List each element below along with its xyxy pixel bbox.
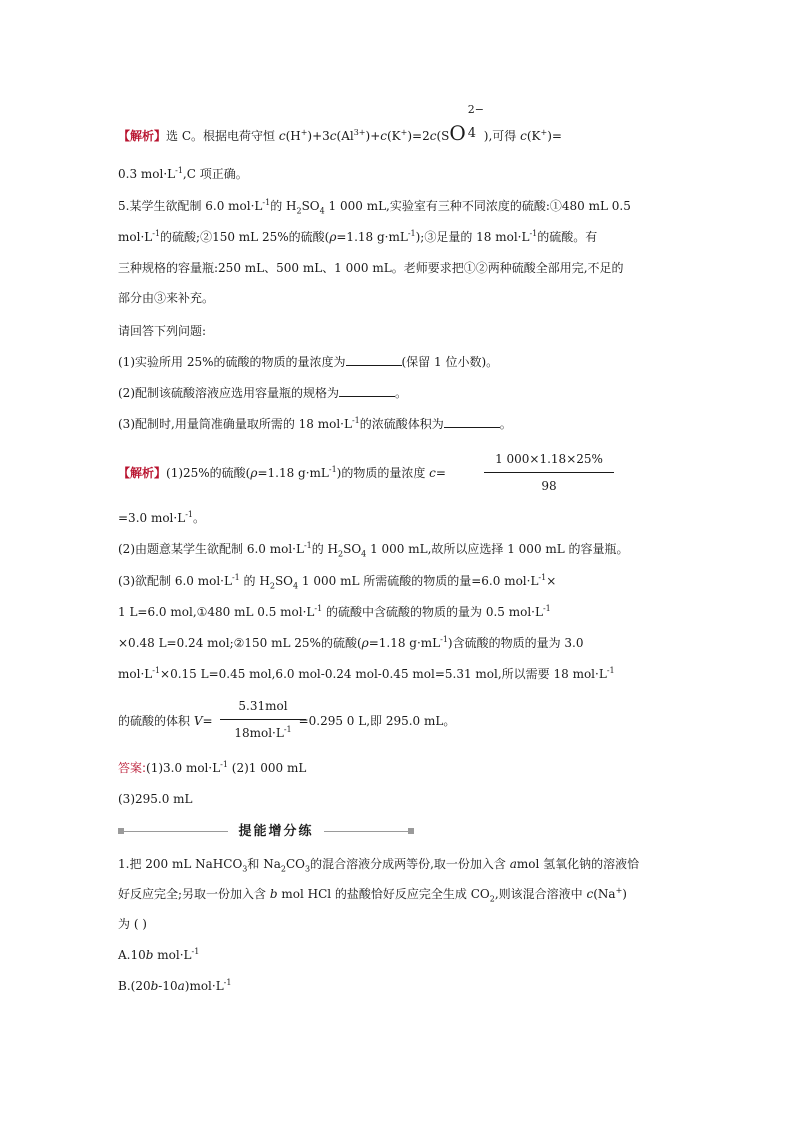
q5-prompt: 请回答下列问题: [118,324,207,338]
q1-line-2: 好反应完全;另取一份加入含 b mol HCl 的盐酸恰好反应完全生成 $CO_2$,则该混合溶液中 c(Na+) [118,886,627,904]
section-title: 提能增分练 [228,820,324,839]
answer-blank-2[interactable] [339,386,395,397]
analysis2-line-1: 【解析】(1)25%的硫酸(ρ=1.18 $g\cdot mL^{-1}$)的物质的量浓度 c= [118,465,446,480]
analysis-line-1: 【解析】选 C。根据电荷守恒 $c(H^+)+3c(Al^{3+})+c(K^+)=2c(SO$ 2− 4 ),可得 c(K+)= [118,103,562,145]
answer-blank-1[interactable] [346,355,402,366]
q1-option-b[interactable]: $B.(20b-10a)mol\cdot L^{-1}$ [118,978,232,993]
analysis-tag-2: 【解析】 [118,466,167,480]
divider-dot-left [118,828,124,834]
analysis2-line-7: $mol\cdot L^{-1}\times 0.15$ L=0.45 mol,6.0 mol-0.24 mol-0.45 mol=5.31 mol,所以需要 18 $mol\cdot L^{-1}$ [118,666,615,681]
q5-line-3: 三种规格的容量瓶:250 mL、500 mL、1 000 mL。老师要求把①②两种硫酸全部用完,不足的 [118,261,624,275]
analysis2-line-6: ×0.48 L=0.24 mol;②150 mL 25%的硫酸(ρ=1.18 $g\cdot mL^{-1}$)含硫酸的物质的量为 3.0 [118,635,584,650]
q5-sub-3: (3)配制时,用量筒准确量取所需的 18 $mol\cdot L^{-1}$的浓硫酸体积为 。 [118,416,512,431]
analysis2-line-5: 1 L=6.0 mol,①480 mL 0.5 $mol\cdot L^{-1}$ 的硫酸中含硫酸的物质的量为 0.5 $mol\cdot L^{-1}$ [118,604,551,619]
q1-line-3: 为 ( ) [118,917,147,931]
analysis2-line-2: =3.0 $mol\cdot L^{-1}$。 [118,510,205,525]
answer-line-1: 答案:(1)3.0 $mol\cdot L^{-1}$ (2)1 000 mL [118,760,307,775]
q5-sub-2: (2)配制该硫酸溶液应选用容量瓶的规格为 。 [118,386,408,400]
q5-line-2: $mol\cdot L^{-1}$的硫酸;②150 mL 25%的硫酸(ρ=1.18 $g\cdot mL^{-1});③$足量的 18 $mol\cdot L^{-1}$的硫酸。有 [118,229,598,244]
analysis2-line-8: 的硫酸的体积 V= =0.295 0 L,即 295.0 mL。 [118,714,456,728]
q5-sub-1: (1)实验所用 25%的硫酸的物质的量浓度为 (保留 1 位小数)。 [118,355,499,369]
analysis-tag: 【解析】 [118,129,167,143]
analysis-line-2: 0.3 $mol\cdot L^{-1},C$ 项正确。 [118,166,248,181]
divider-dot-right [408,828,414,834]
q5-line-4: 部分由③来补充。 [118,291,215,305]
q5-line-1: 5.某学生欲配制 6.0 $mol\cdot L^{-1}$的 $H_2SO_4$ 1 000 mL,实验室有三种不同浓度的硫酸:①480 mL 0.5 [118,198,631,216]
fraction-volume: 5.31mol $18mol\cdot L^{-1}$ [220,699,306,740]
q1-line-1: 1.把 200 mL NaHCO$_3$和 $Na_2CO_3$的混合溶液分成两等份,取一份加入含 amol 氢氧化钠的溶液恰 [118,857,640,874]
analysis2-line-4: (3)欲配制 6.0 $mol\cdot L^{-1}$ 的 $H_2SO_4$ 1 000 mL 所需硫酸的物质的量=6.0 $mol\cdot L^{-1}\times$ [118,573,557,591]
q1-option-a[interactable]: A.10b $mol\cdot L^{-1}$ [118,947,200,962]
answer-line-2: (3)295.0 mL [118,792,193,806]
fraction-concentration: 1 000×1.18×25% 98 [484,452,614,493]
answer-blank-3[interactable] [444,417,500,428]
answer-label: 答案: [118,761,147,775]
analysis2-line-3: (2)由题意某学生欲配制 6.0 $mol\cdot L^{-1}$的 $H_2SO_4$ 1 000 mL,故所以应选择 1 000 mL 的容量瓶。 [118,541,629,559]
